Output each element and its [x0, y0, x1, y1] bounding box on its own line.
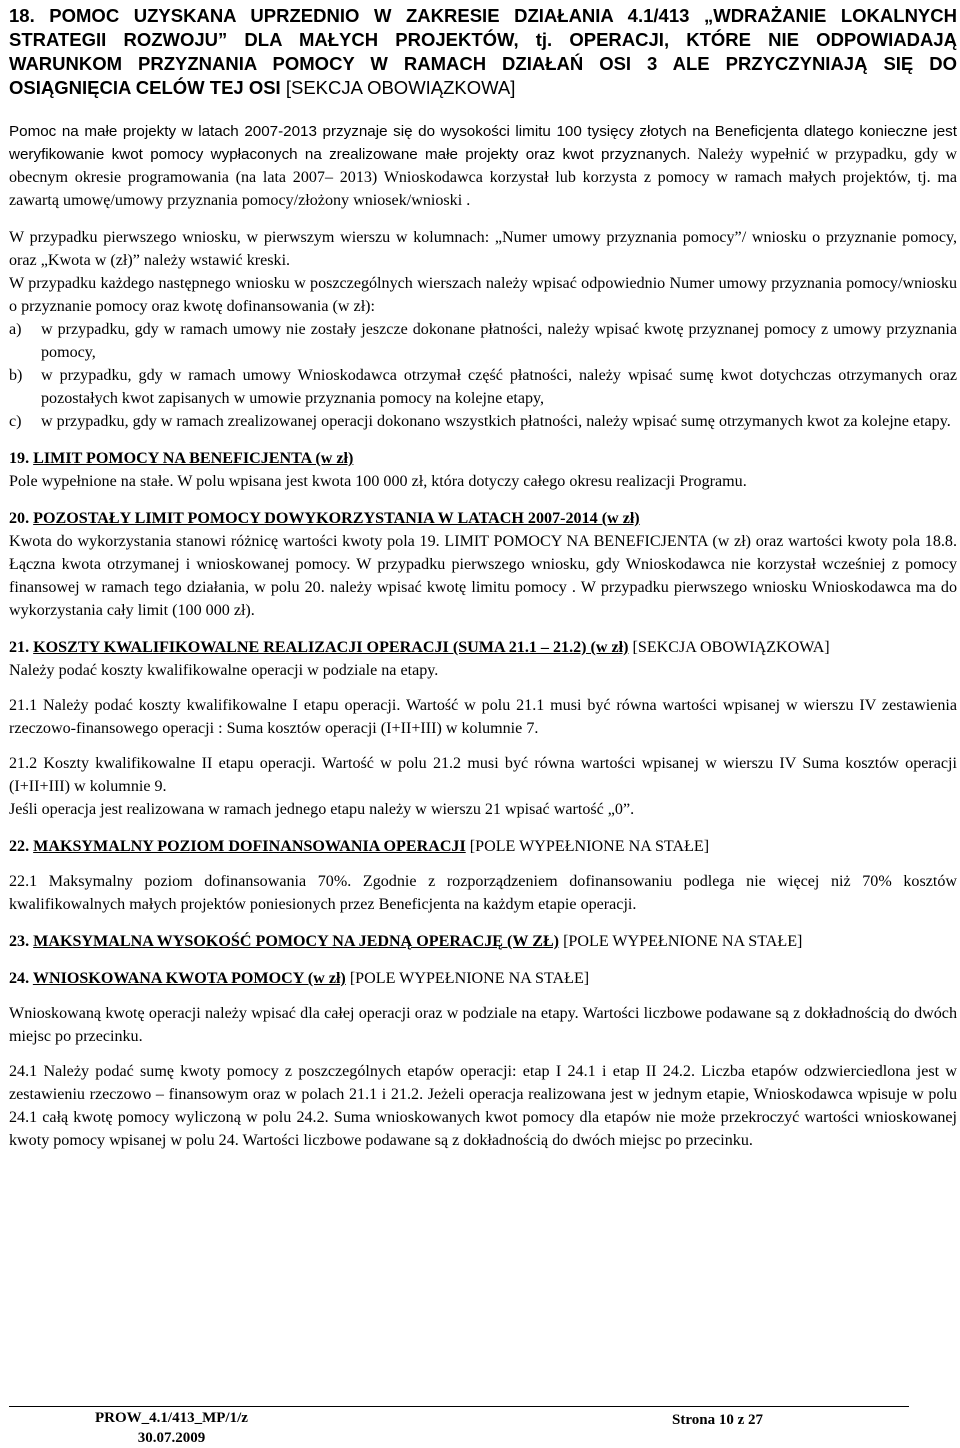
- section-22-heading: 22. MAKSYMALNY POZIOM DOFINANSOWANIA OPERACJI [POLE WYPEŁNIONE NA STAŁE]: [9, 838, 710, 855]
- section-20-text: Kwota do wykorzystania stanowi różnicę wartości kwoty pola 19. LIMIT POMOCY NA BENEFICJENTA (w zł) oraz wartości kwoty pola 18.8. Łączna kwota otrzymanej i wnioskowanej pomocy. W przypadku pierwszego wniosku, gdy Wnioskodawca nie korzystał wcześniej z pomocy finansowej w ramach tego działania, w polu 20. należy wpisać kwotę limitu pomocy . W przypadku pierwszego wniosku Wnioskodawca ma do wykorzystania cały limit (100 000 zł).: [9, 533, 957, 619]
- section-19-text: Pole wypełnione na stałe. W polu wpisana jest kwota 100 000 zł, która dotyczy całego okresu realizacji Programu.: [9, 473, 747, 490]
- section-19-heading: 19. LIMIT POMOCY NA BENEFICJENTA (w zł): [9, 450, 354, 467]
- section-21-2-text: 21.2 Koszty kwalifikowalne II etapu operacji. Wartość w polu 21.2 musi być równa wartości wpisanej w wierszu IV Suma kosztów operacji (I+II+III) w kolumnie 9.: [9, 755, 957, 795]
- section-18-list: [9, 318, 957, 433]
- footer-document-code: PROW_4.1/413_MP/1/z 30.07.2009: [95, 1410, 248, 1446]
- footer-page-number: Strona 10 z 27: [672, 1412, 763, 1428]
- section-18-tag: [SEKCJA OBOWIĄZKOWA]: [280, 77, 516, 98]
- section-18-paragraph-3: W przypadku każdego następnego wniosku w poszczególnych wierszach należy wpisać odpowiednio Numer umowy przyznania pomocy/wniosku o przyznanie pomocy oraz kwotę dofinansowania (w zł):: [9, 275, 957, 315]
- list-item: b) w przypadku, gdy w ramach umowy Wnioskodawca otrzymał część płatności, należy wpisać sumę kwot dotychczas otrzymanych oraz pozostałych kwot zapisanych w umowie przyznania pomocy na kolejne etapy,: [9, 367, 957, 407]
- section-24-text-1: Wnioskowaną kwotę operacji należy wpisać dla całej operacji oraz w podziale na etapy. Wartości liczbowe podawane są z dokładnością do dwóch miejsc po przecinku.: [9, 1005, 957, 1045]
- section-21-note: Jeśli operacja jest realizowana w ramach jednego etapu należy w wierszu 21 wpisać wartość „0”.: [9, 801, 635, 818]
- list-item: a) w przypadku, gdy w ramach umowy nie zostały jeszcze dokonane płatności, należy wpisać kwotę przyznanej pomocy z umowy przyznania pomocy,: [9, 321, 957, 361]
- section-23-heading: 23. MAKSYMALNA WYSOKOŚĆ POMOCY NA JEDNĄ OPERACJĘ (W ZŁ) [POLE WYPEŁNIONE NA STAŁE]: [9, 933, 803, 950]
- section-18-heading: [9, 4, 957, 100]
- section-22-text: 22.1 Maksymalny poziom dofinansowania 70%. Zgodnie z rozporządzeniem dofinansowaniu podlega nie więcej niż 70% kosztów kwalifikowalnych małych projektów poniesionych przez Beneficjenta na każdym etapie operacji.: [9, 873, 957, 913]
- footer-divider: [9, 1406, 909, 1407]
- document-page: [9, 0, 957, 1152]
- section-18-title: 18. POMOC UZYSKANA UPRZEDNIO W ZAKRESIE DZIAŁANIA 4.1/413 „WDRAŻANIE LOKALNYCH STRATEGII ROZWOJU” DLA MAŁYCH PROJEKTÓW, tj. OPERACJI, KTÓRE NIE ODPOWIADAJĄ WARUNKOM PRZYZNANIA POMOCY W RAMACH DZIAŁAŃ OSI 3 ALE PRZYCZYNIAJĄ SIĘ DO OSIĄGNIĘCIA CELÓW TEJ OSI: [9, 5, 957, 98]
- section-21-text: Należy podać koszty kwalifikowalne operacji w podziale na etapy.: [9, 662, 439, 679]
- section-24-heading: 24. WNIOSKOWANA KWOTA POMOCY (w zł) [POLE WYPEŁNIONE NA STAŁE]: [9, 970, 590, 987]
- section-18-paragraph-1: Pomoc na małe projekty w latach 2007-2013 przyznaje się do wysokości limitu 100 tysięcy złotych na Beneficjenta dlatego konieczne jest weryfikowanie kwot pomocy wypłaconych na zrealizowane małe projekty oraz kwot przyznanych. Należy wypełnić w przypadku, gdy w obecnym okresie programowania (na lata 2007– 2013) Wnioskodawca korzystał lub korzysta z pomocy w ramach małych projektów, tj. ma zawartą umowę/umowy przyznania pomocy/złożony wniosek/wnioski .: [9, 123, 957, 209]
- section-20-heading: 20. POZOSTAŁY LIMIT POMOCY DOWYKORZYSTANIA W LATACH 2007-2014 (w zł): [9, 510, 640, 527]
- section-21-1-text: 21.1 Należy podać koszty kwalifikowalne I etapu operacji. Wartość w polu 21.1 musi być równa wartości wpisanej w wierszu IV zestawienia rzeczowo-finansowego operacji : Suma kosztów operacji (I+II+III) w kolumnie 7.: [9, 697, 957, 737]
- section-21-heading: 21. KOSZTY KWALIFIKOWALNE REALIZACJI OPERACJI (SUMA 21.1 – 21.2) (w zł) [SEKCJA OBOWIĄZKOWA]: [9, 639, 830, 656]
- list-item: c) w przypadku, gdy w ramach zrealizowanej operacji dokonano wszystkich płatności, należy wpisać sumę otrzymanych kwot za kolejne etapy.: [9, 413, 951, 430]
- section-24-text-2: 24.1 Należy podać sumę kwoty pomocy z poszczególnych etapów operacji: etap I 24.1 i etap II 24.2. Liczba etapów odzwierciedlona jest w zestawieniu rzeczowo – finansowym oraz w polach 21.1 i 21.2. Jeżeli operacja realizowana jest w jednym etapie, Wnioskodawca wpisuje w polu 24.1 całą kwotę pomocy wyliczoną w polu 24.2. Suma wnioskowanych kwot pomocy dla etapów nie może przekroczyć wartości wnioskowanej kwoty pomocy wpisanej w polu 24. Wartości liczbowe podawane są z dokładnością do dwóch miejsc po przecinku.: [9, 1063, 957, 1149]
- section-18-paragraph-2: W przypadku pierwszego wniosku, w pierwszym wierszu w kolumnach: „Numer umowy przyznania pomocy”/ wniosku o przyznanie pomocy, oraz „Kwota w (zł)” należy wstawić kreski.: [9, 229, 957, 269]
